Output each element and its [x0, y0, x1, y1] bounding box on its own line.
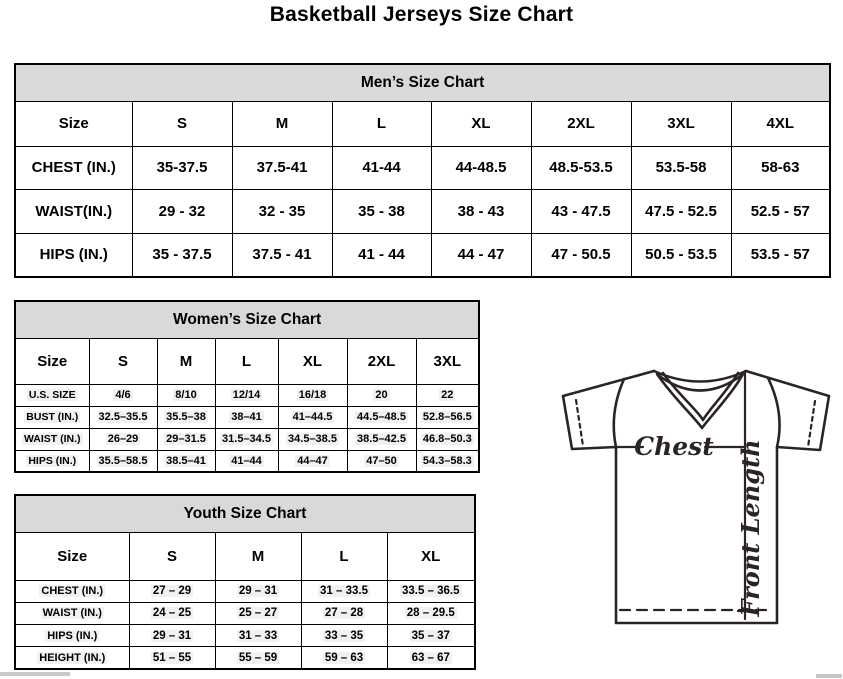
- womens-column-header-s: S: [89, 338, 157, 384]
- youth-row-label-text: HEIGHT (IN.): [39, 651, 106, 664]
- mens-column-header-l: L: [332, 101, 431, 146]
- womens-column-header-2xl: 2XL: [347, 338, 416, 384]
- mens-cell-value: 58-63: [761, 159, 800, 177]
- mens-cell-value: 50.5 - 53.5: [645, 246, 717, 264]
- chest-label: Chest: [634, 432, 714, 461]
- womens-cell-value: 20: [375, 389, 388, 401]
- youth-cell-value: 29 – 31: [238, 585, 278, 598]
- mens-cell: [531, 146, 631, 190]
- mens-cell: [731, 233, 830, 277]
- womens-cell: [278, 428, 347, 450]
- mens-cell-value: 37.5 - 41: [252, 246, 312, 264]
- youth-row-label: [15, 625, 129, 647]
- mens-column-header-4xl: 4XL: [731, 101, 830, 146]
- womens-cell-value: 4/6: [115, 389, 131, 401]
- mens-table-row: [15, 190, 830, 234]
- youth-column-header-l: L: [301, 532, 387, 580]
- youth-section-title: Youth Size Chart: [15, 495, 475, 532]
- youth-cell-value: 33 – 35: [324, 629, 364, 642]
- womens-cell-value: 35.5–58.5: [98, 454, 148, 467]
- womens-cell: [347, 406, 416, 428]
- mens-cell: [332, 190, 431, 234]
- womens-cell: [278, 450, 347, 472]
- mens-column-header-2xl: 2XL: [531, 101, 631, 146]
- scrollbar-fragment-right: [816, 674, 842, 678]
- womens-cell-value: 38–41: [231, 411, 262, 423]
- womens-cell: [347, 428, 416, 450]
- mens-column-header-xl: XL: [431, 101, 531, 146]
- youth-cell-value: 33.5 – 36.5: [401, 585, 460, 598]
- womens-column-header-m: M: [157, 338, 215, 384]
- womens-cell: [215, 428, 278, 450]
- mens-table-row: [15, 233, 830, 277]
- scrollbar-fragment-left: [0, 672, 70, 676]
- womens-cell-value: 22: [441, 389, 454, 401]
- page-title: Basketball Jerseys Size Chart: [269, 3, 574, 26]
- mens-column-header-3xl: 3XL: [631, 101, 731, 146]
- youth-table-row: [15, 625, 475, 647]
- front-length-label: Front Length: [736, 439, 765, 617]
- youth-cell-value: 31 – 33.5: [320, 585, 368, 598]
- womens-cell-value: 38.5–41: [166, 454, 206, 467]
- womens-cell-value: 29–31.5: [166, 433, 206, 445]
- mens-cell: [332, 146, 431, 190]
- mens-cell-value: 38 - 43: [457, 202, 505, 220]
- womens-cell-value: 54.3–58.3: [422, 454, 472, 467]
- youth-cell: [215, 580, 301, 602]
- mens-cell-value: 43 - 47.5: [551, 202, 611, 220]
- youth-cell: [387, 602, 475, 624]
- youth-cell: [387, 580, 475, 602]
- mens-cell: [232, 146, 332, 190]
- womens-row-label-text: WAIST (IN.): [23, 433, 81, 445]
- mens-column-header-m: M: [232, 101, 332, 146]
- womens-row-label: [15, 384, 89, 406]
- youth-cell-value: 63 – 67: [411, 651, 450, 664]
- mens-row-label: [15, 233, 132, 277]
- womens-cell-value: 38.5–42.5: [357, 433, 406, 445]
- womens-cell: [416, 384, 479, 406]
- mens-cell: [631, 146, 731, 190]
- mens-cell: [132, 190, 232, 234]
- womens-column-header-xl: XL: [278, 338, 347, 384]
- youth-cell-value: 59 – 63: [324, 651, 364, 664]
- womens-cell-value: 31.5–34.5: [222, 433, 271, 445]
- jersey-outline: [563, 371, 829, 623]
- youth-cell-value: 27 – 29: [152, 585, 192, 598]
- mens-cell: [731, 146, 830, 190]
- mens-cell-value: 47 - 50.5: [551, 246, 611, 264]
- right-cuff-stitch: [808, 401, 815, 447]
- womens-cell-value: 35.5–38: [166, 411, 206, 423]
- womens-row-label: [15, 406, 89, 428]
- mens-size-chart-table: [14, 63, 831, 278]
- mens-cell-value: 32 - 35: [258, 202, 306, 220]
- mens-cell-value: 52.5 - 57: [750, 202, 810, 220]
- youth-size-chart-table: [14, 494, 476, 670]
- mens-cell: [431, 146, 531, 190]
- youth-table-row: [15, 602, 475, 624]
- womens-row-label: [15, 428, 89, 450]
- mens-cell-value: 35 - 37.5: [152, 246, 212, 264]
- womens-size-chart-table: [14, 300, 480, 473]
- womens-cell: [416, 450, 479, 472]
- mens-cell: [431, 233, 531, 277]
- womens-row-label-text: U.S. SIZE: [28, 389, 76, 401]
- youth-column-header-m: M: [215, 532, 301, 580]
- youth-cell: [387, 625, 475, 647]
- womens-cell-value: 8/10: [175, 389, 197, 401]
- mens-row-label-text: WAIST(IN.): [35, 202, 113, 220]
- mens-cell: [132, 146, 232, 190]
- womens-column-header-3xl: 3XL: [416, 338, 479, 384]
- mens-section-title: Men’s Size Chart: [15, 64, 830, 101]
- mens-row-label: [15, 190, 132, 234]
- mens-cell-value: 41-44: [362, 159, 401, 177]
- youth-cell: [129, 580, 215, 602]
- mens-cell: [631, 190, 731, 234]
- womens-cell: [416, 428, 479, 450]
- womens-cell: [157, 406, 215, 428]
- mens-cell-value: 53.5-58: [655, 159, 707, 177]
- mens-cell-value: 44-48.5: [455, 159, 507, 177]
- youth-cell: [129, 647, 215, 669]
- mens-cell-value: 35-37.5: [156, 159, 208, 177]
- womens-cell-value: 47–50: [366, 454, 397, 467]
- youth-cell-value: 31 – 33: [238, 629, 278, 642]
- youth-cell-value: 55 – 59: [238, 651, 278, 664]
- womens-cell: [89, 406, 157, 428]
- womens-cell: [347, 450, 416, 472]
- youth-cell: [301, 647, 387, 669]
- womens-cell-value: 32.5–35.5: [98, 411, 148, 423]
- mens-cell: [232, 190, 332, 234]
- womens-cell: [215, 450, 278, 472]
- right-armhole-seam: [768, 378, 780, 447]
- mens-cell: [332, 233, 431, 277]
- mens-cell-value: 44 - 47: [457, 246, 505, 264]
- womens-cell-value: 34.5–38.5: [288, 433, 337, 445]
- youth-row-label: [15, 647, 129, 669]
- mens-cell: [232, 233, 332, 277]
- youth-row-label: [15, 602, 129, 624]
- mens-cell: [531, 190, 631, 234]
- womens-cell-value: 26–29: [107, 433, 139, 445]
- youth-cell: [129, 625, 215, 647]
- mens-cell-value: 47.5 - 52.5: [645, 202, 717, 220]
- womens-cell-value: 44–47: [297, 454, 328, 467]
- womens-cell: [89, 384, 157, 406]
- mens-cell-value: 53.5 - 57: [750, 246, 810, 264]
- mens-cell-value: 48.5-53.5: [549, 159, 613, 177]
- mens-column-header-size: Size: [15, 101, 132, 146]
- womens-cell-value: 41–44.5: [292, 411, 333, 423]
- youth-column-header-s: S: [129, 532, 215, 580]
- womens-column-header-l: L: [215, 338, 278, 384]
- womens-row-label-text: HIPS (IN.): [28, 454, 77, 467]
- youth-cell: [301, 625, 387, 647]
- womens-cell-value: 52.8–56.5: [422, 411, 472, 423]
- mens-row-label: [15, 146, 132, 190]
- youth-row-label-text: CHEST (IN.): [41, 585, 104, 598]
- left-cuff-stitch: [576, 400, 583, 446]
- mens-cell: [531, 233, 631, 277]
- mens-cell-value: 41 - 44: [358, 246, 405, 264]
- youth-cell: [215, 625, 301, 647]
- womens-table-row: [15, 428, 479, 450]
- youth-cell-value: 25 – 27: [238, 607, 278, 620]
- mens-cell-value: 29 - 32: [158, 202, 206, 220]
- womens-cell: [89, 450, 157, 472]
- mens-column-header-s: S: [132, 101, 232, 146]
- womens-cell: [215, 406, 278, 428]
- youth-cell-value: 29 – 31: [152, 629, 192, 642]
- mens-cell: [631, 233, 731, 277]
- womens-cell: [416, 406, 479, 428]
- youth-cell: [301, 580, 387, 602]
- womens-cell: [157, 384, 215, 406]
- youth-column-header-size: Size: [15, 532, 129, 580]
- womens-table-row: [15, 406, 479, 428]
- youth-cell: [129, 602, 215, 624]
- womens-cell-value: 41–44: [231, 454, 262, 467]
- youth-cell-value: 24 – 25: [152, 607, 192, 620]
- womens-cell-value: 46.8–50.3: [422, 433, 472, 445]
- youth-row-label: [15, 580, 129, 602]
- youth-cell: [215, 647, 301, 669]
- youth-cell: [387, 647, 475, 669]
- youth-column-header-xl: XL: [387, 532, 475, 580]
- left-armhole-seam: [614, 379, 624, 447]
- mens-cell: [431, 190, 531, 234]
- mens-cell: [731, 190, 830, 234]
- womens-cell-value: 44.5–48.5: [357, 411, 406, 423]
- womens-cell: [157, 450, 215, 472]
- womens-cell: [215, 384, 278, 406]
- womens-cell: [278, 406, 347, 428]
- youth-row-label-text: WAIST (IN.): [42, 607, 102, 620]
- mens-row-label-text: CHEST (IN.): [31, 159, 116, 177]
- womens-cell-value: 16/18: [298, 389, 327, 401]
- womens-column-header-size: Size: [15, 338, 89, 384]
- womens-section-title: Women’s Size Chart: [15, 301, 479, 338]
- youth-table-row: [15, 647, 475, 669]
- youth-cell: [215, 602, 301, 624]
- mens-table-row: [15, 146, 830, 190]
- youth-cell-value: 28 – 29.5: [406, 607, 455, 620]
- mens-cell-value: 35 - 38: [358, 202, 405, 220]
- youth-cell-value: 27 – 28: [324, 607, 364, 620]
- womens-cell: [89, 428, 157, 450]
- womens-cell-value: 12/14: [232, 389, 261, 401]
- youth-cell: [301, 602, 387, 624]
- mens-cell: [132, 233, 232, 277]
- youth-row-label-text: HIPS (IN.): [47, 629, 98, 642]
- youth-cell-value: 51 – 55: [152, 651, 192, 664]
- womens-cell: [278, 384, 347, 406]
- womens-row-label-text: BUST (IN.): [26, 411, 79, 423]
- womens-cell: [347, 384, 416, 406]
- youth-table-row: [15, 580, 475, 602]
- youth-cell-value: 35 – 37: [411, 629, 450, 642]
- mens-row-label-text: HIPS (IN.): [39, 246, 108, 264]
- womens-cell: [157, 428, 215, 450]
- womens-row-label: [15, 450, 89, 472]
- womens-table-row: [15, 450, 479, 472]
- mens-cell-value: 37.5-41: [256, 159, 308, 177]
- womens-table-row: [15, 384, 479, 406]
- jersey-measurement-diagram: [552, 358, 843, 668]
